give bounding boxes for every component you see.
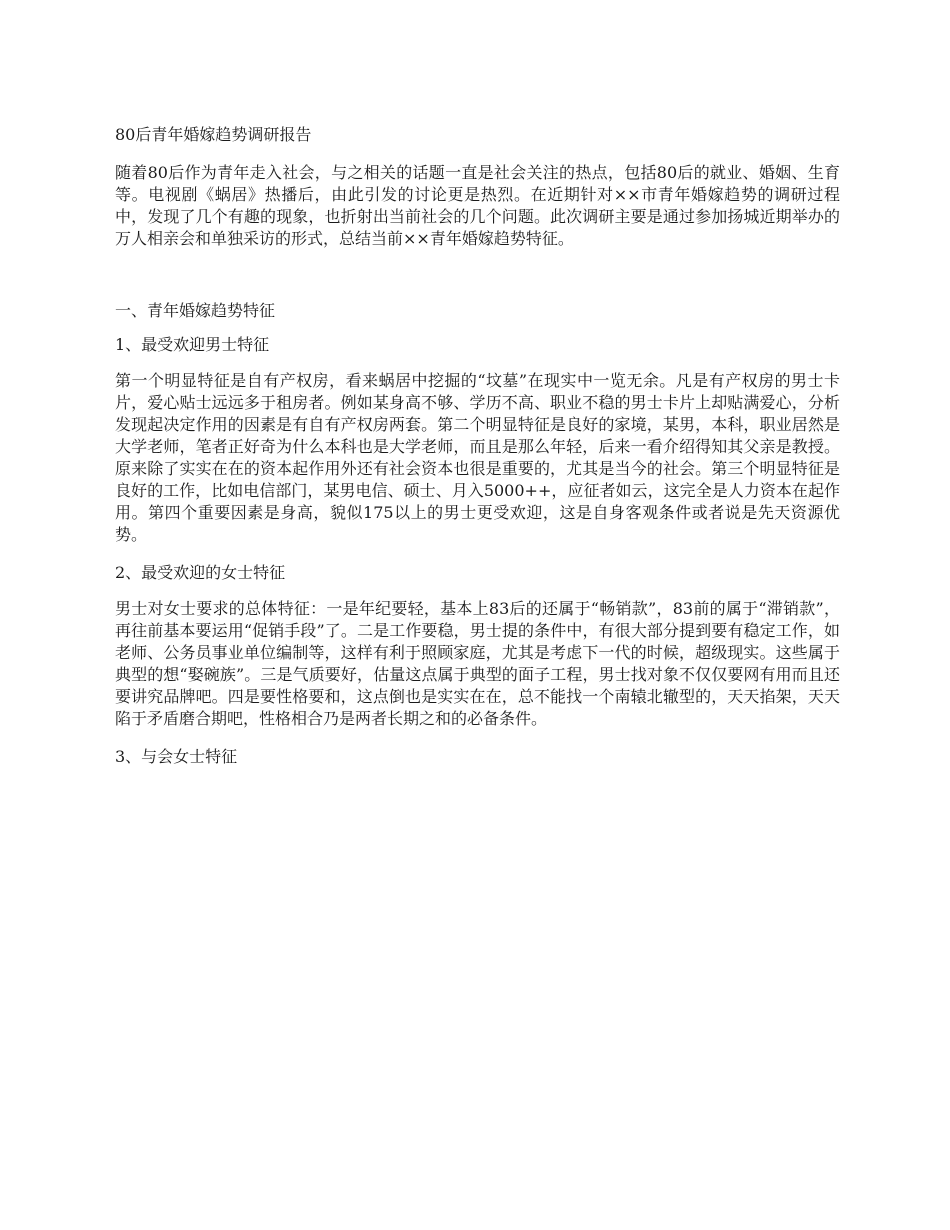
subsection-paragraph-2: 男士对女士要求的总体特征：一是年纪要轻，基本上83后的还属于“畅销款”，83前的属于“滞销款”，再往前基本要运用“促销手段”了。二是工作要稳，男士提的条件中，有很大部分提到要有稳定工作，如老师、公务员事业单位编制等，这样有利于照顾家庭，尤其是考虑下一代的时候，超级现实。这些属于典型的想“娶碗族”。三是气质要好，估量这点属于典型的面子工程，男士找对象不仅仅要网有用而且还要讲究品牌吧。四是要性格要和，这点倒也是实实在在，总不能找一个南辕北辙型的，天天掐架，天天陷于矛盾磨合期吧，性格相合乃是两者长期之和的必备条件。 [115, 599, 840, 728]
document-page [115, 124, 840, 782]
subsection-heading-2: 2、最受欢迎的女士特征 [115, 563, 286, 582]
subsection-heading-3: 3、与会女士特征 [115, 747, 238, 766]
subsection-paragraph-1: 第一个明显特征是自有产权房，看来蜗居中挖掘的“坟墓”在现实中一览无余。凡是有产权房的男士卡片，爱心贴士远远多于租房者。例如某身高不够、学历不高、职业不稳的男士卡片上却贴满爱心，分析发现起决定作用的因素是有自有产权房两套。第二个明显特征是良好的家境，某男，本科，职业居然是大学老师，笔者正好奇为什么本科也是大学老师，而且是那么年轻，后来一看介绍得知其父亲是教授。原来除了实实在在的资本起作用外还有社会资本也很是重要的，尤其是当今的社会。第三个明显特征是良好的工作，比如电信部门，某男电信、硕士、月入5000++，应征者如云，这完全是人力资本在起作用。第四个重要因素是身高，貌似175以上的男士更受欢迎，这是自身客观条件或者说是先天资源优势。 [115, 371, 840, 544]
subsection-heading-1: 1、最受欢迎男士特征 [115, 335, 270, 354]
document-title: 80后青年婚嫁趋势调研报告 [115, 125, 312, 144]
intro-paragraph: 随着80后作为青年走入社会，与之相关的话题一直是社会关注的热点，包括80后的就业、婚姻、生育等。电视剧《蜗居》热播后，由此引发的讨论更是热烈。在近期针对××市青年婚嫁趋势的调研过程中，发现了几个有趣的现象，也折射出当前社会的几个问题。此次调研主要是通过参加扬城近期举办的万人相亲会和单独采访的形式，总结当前××青年婚嫁趋势特征。 [115, 163, 840, 248]
section-heading: 一、青年婚嫁趋势特征 [115, 301, 276, 320]
